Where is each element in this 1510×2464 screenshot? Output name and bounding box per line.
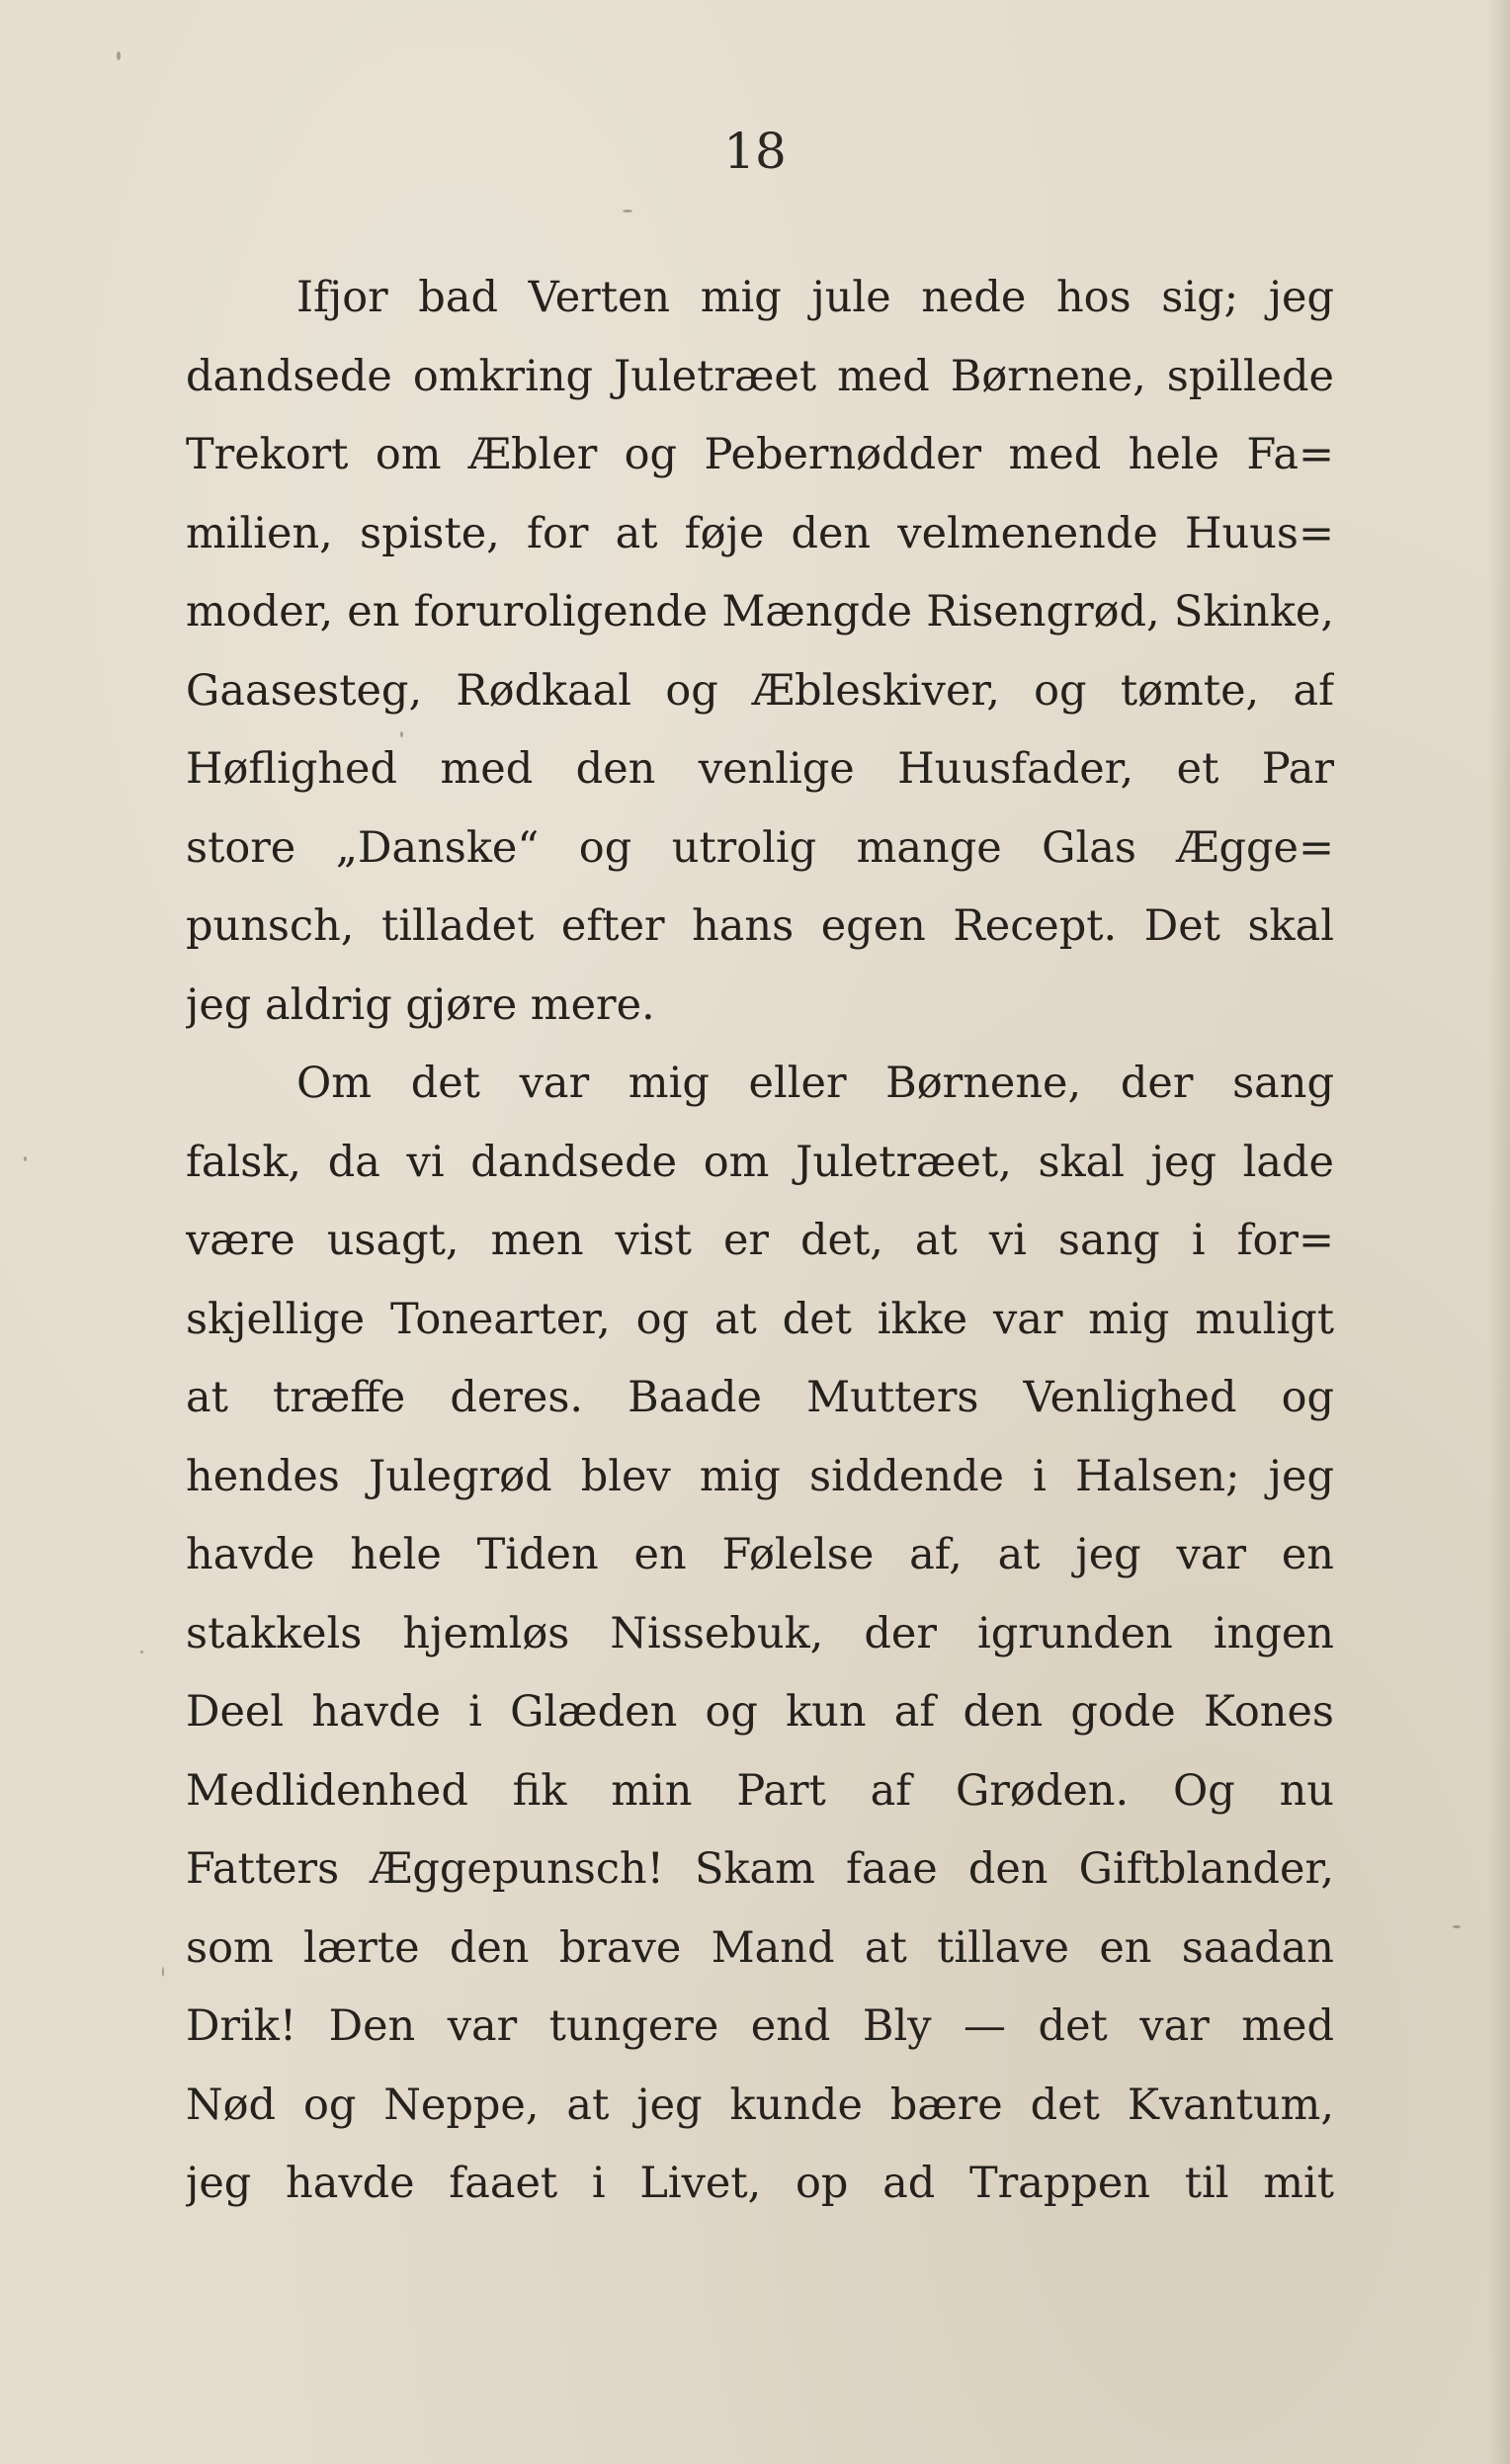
paper-speck [140, 1651, 143, 1654]
text-line: moder, en foruroligende Mængde Risengrød, Skinke, [186, 587, 1334, 637]
page-number: 18 [723, 123, 787, 180]
text-line: punsch, tilladet efter hans egen Recept. Det skal [186, 901, 1334, 951]
text-line: falsk, da vi dandsede om Juletræet, skal jeg lade [186, 1137, 1334, 1187]
text-line: stakkels hjemløs Nissebuk, der igrunden ingen [186, 1608, 1334, 1658]
paper-speck [117, 51, 121, 60]
text-line: Ifjor bad Verten mig jule nede hos sig; jeg [296, 273, 1334, 322]
paper-speck [24, 1156, 27, 1161]
text-line: jeg aldrig gjøre mere. [186, 979, 655, 1030]
paper-speck [400, 731, 403, 737]
text-line: milien, spiste, for at føje den velmenende Huus= [186, 508, 1334, 558]
text-line: Gaasesteg, Rødkaal og Æbleskiver, og tømte, af [186, 665, 1334, 716]
text-line: Om det var mig eller Børnene, der sang [296, 1059, 1334, 1108]
page-edge-shadow [1488, 0, 1510, 2464]
text-line: Medlidenhed fik min Part af Grøden. Og nu [186, 1765, 1334, 1816]
text-line: Nød og Neppe, at jeg kunde bære det Kvantum, [186, 2080, 1334, 2130]
text-line: store „Danske“ og utrolig mange Glas Ægge= [186, 822, 1334, 873]
text-line: Trekort om Æbler og Pebernødder med hele Fa= [186, 430, 1334, 479]
body-text [186, 259, 1334, 2224]
paper-speck [623, 210, 632, 212]
text-line: være usagt, men vist er det, at vi sang i for= [186, 1216, 1334, 1265]
text-line: som lærte den brave Mand at tillave en saadan [186, 1922, 1334, 1973]
text-line: skjellige Tonearter, og at det ikke var mig muligt [186, 1294, 1334, 1344]
text-line: at træffe deres. Baade Mutters Venlighed og [186, 1373, 1334, 1422]
text-line: dandsede omkring Juletræet med Børnene, spillede [186, 351, 1334, 401]
text-line: Høflighed med den venlige Huusfader, et Par [186, 744, 1334, 794]
text-line: Drik! Den var tungere end Bly — det var med [186, 2001, 1334, 2051]
paper-speck [1453, 1925, 1461, 1928]
text-line: Fatters Æggepunsch! Skam faae den Giftblander, [186, 1844, 1334, 1894]
text-line: havde hele Tiden en Følelse af, at jeg var en [186, 1530, 1334, 1579]
text-line: Deel havde i Glæden og kun af den gode Kones [186, 1687, 1334, 1737]
text-line: hendes Julegrød blev mig siddende i Halsen; jeg [186, 1451, 1334, 1501]
paper-speck [162, 1967, 164, 1977]
text-line: jeg havde faaet i Livet, op ad Trappen til mit [186, 2159, 1334, 2208]
